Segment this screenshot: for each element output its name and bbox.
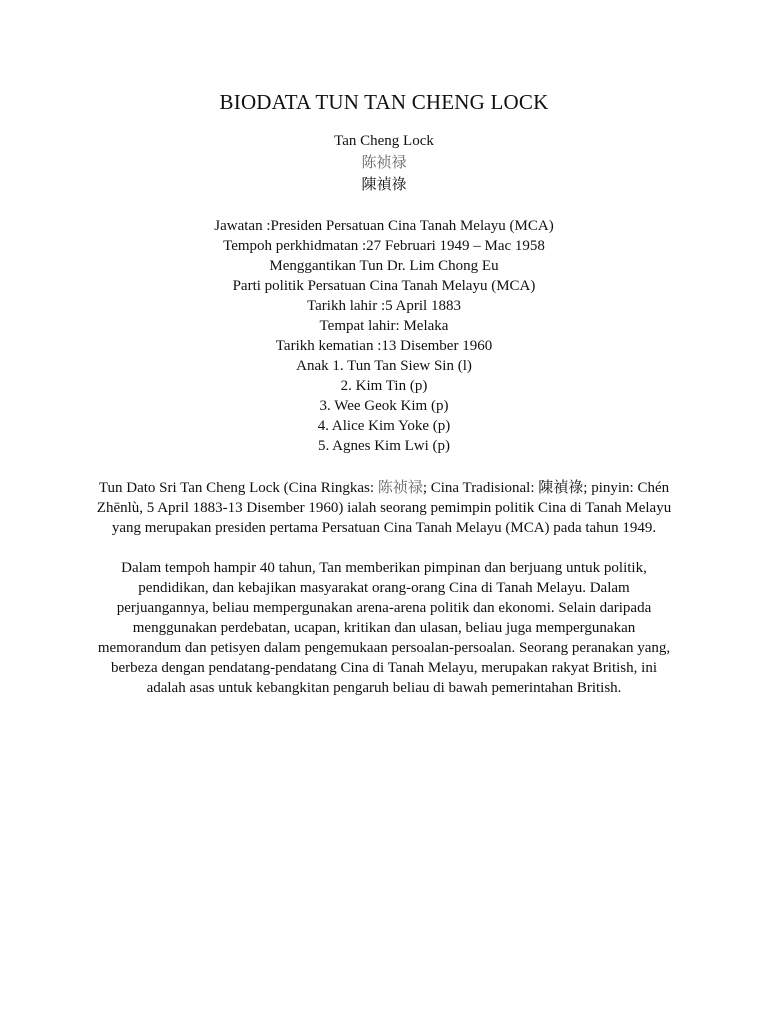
paragraph-career xyxy=(90,558,678,698)
info-line-child-1: Anak 1. Tun Tan Siew Sin (l) xyxy=(296,358,472,374)
intro-text-c: ; pinyin: Chén xyxy=(583,480,670,496)
paragraph-career-line: menggunakan perdebatan, ucapan, kritikan dan ulasan, beliau juga mempergunakan xyxy=(132,620,636,636)
paragraph-intro-line-2: Zhēnlù, 5 April 1883-13 Disember 1960) ialah seorang pemimpin politik Cina di Tanah Melayu xyxy=(96,500,672,516)
document-title: BIODATA TUN TAN CHENG LOCK xyxy=(219,90,549,114)
paragraph-intro-line-3: yang merupakan presiden pertama Persatuan Cina Tanah Melayu (MCA) pada tahun 1949. xyxy=(111,520,657,536)
paragraph-career-line: perjuangannya, beliau mempergunakan arena-arena politik dan ekonomi. Selain daripada xyxy=(116,600,652,616)
info-line-party: Parti politik Persatuan Cina Tanah Melayu (MCA) xyxy=(232,278,536,294)
info-line-child-3: 3. Wee Geok Kim (p) xyxy=(319,398,449,414)
info-block xyxy=(0,216,768,456)
paragraph-career-line: pendidikan, dan kebajikan masyarakat orang-orang Cina di Tanah Melayu. Dalam xyxy=(138,580,630,596)
paragraph-career-line: memorandum dan petisyen dalam pengemukaan persoalan-persoalan. Seorang peranakan yang, xyxy=(97,640,671,656)
paragraph-career-line: Dalam tempoh hampir 40 tahun, Tan memberikan pimpinan dan berjuang untuk politik, xyxy=(121,560,647,576)
paragraph-career-line: berbeza dengan pendatang-pendatang Cina di Tanah Melayu, merupakan rakyat British, ini xyxy=(111,660,657,676)
intro-traditional-chinese: 陳禎祿 xyxy=(538,480,584,496)
paragraph-intro xyxy=(90,478,678,538)
intro-text-b: ; Cina Tradisional: xyxy=(422,480,539,496)
info-line-death-date: Tarikh kematian :13 Disember 1960 xyxy=(275,338,493,354)
info-line-child-4: 4. Alice Kim Yoke (p) xyxy=(317,418,451,434)
name-traditional-chinese: 陳禎祿 xyxy=(361,177,407,193)
info-line-birth-place: Tempat lahir: Melaka xyxy=(319,318,449,334)
name-roman: Tan Cheng Lock xyxy=(334,133,434,149)
info-line-birth-date: Tarikh lahir :5 April 1883 xyxy=(307,298,461,314)
info-line-child-5: 5. Agnes Kim Lwi (p) xyxy=(317,438,451,454)
info-line-child-2: 2. Kim Tin (p) xyxy=(340,378,428,394)
intro-simplified-chinese: 陈祯禄 xyxy=(377,480,423,496)
name-block xyxy=(0,130,768,196)
info-line-position: Jawatan :Presiden Persatuan Cina Tanah Melayu (MCA) xyxy=(214,218,554,234)
info-line-predecessor: Menggantikan Tun Dr. Lim Chong Eu xyxy=(269,258,499,274)
paragraph-intro-line-1 xyxy=(90,478,678,498)
info-line-term: Tempoh perkhidmatan :27 Februari 1949 – Mac 1958 xyxy=(223,238,545,254)
intro-text-a: Tun Dato Sri Tan Cheng Lock (Cina Ringkas: xyxy=(98,480,378,496)
paragraph-career-line: adalah asas untuk kebangkitan pengaruh beliau di bawah pemerintahan British. xyxy=(146,680,622,696)
name-simplified-chinese: 陈祯禄 xyxy=(361,155,407,171)
